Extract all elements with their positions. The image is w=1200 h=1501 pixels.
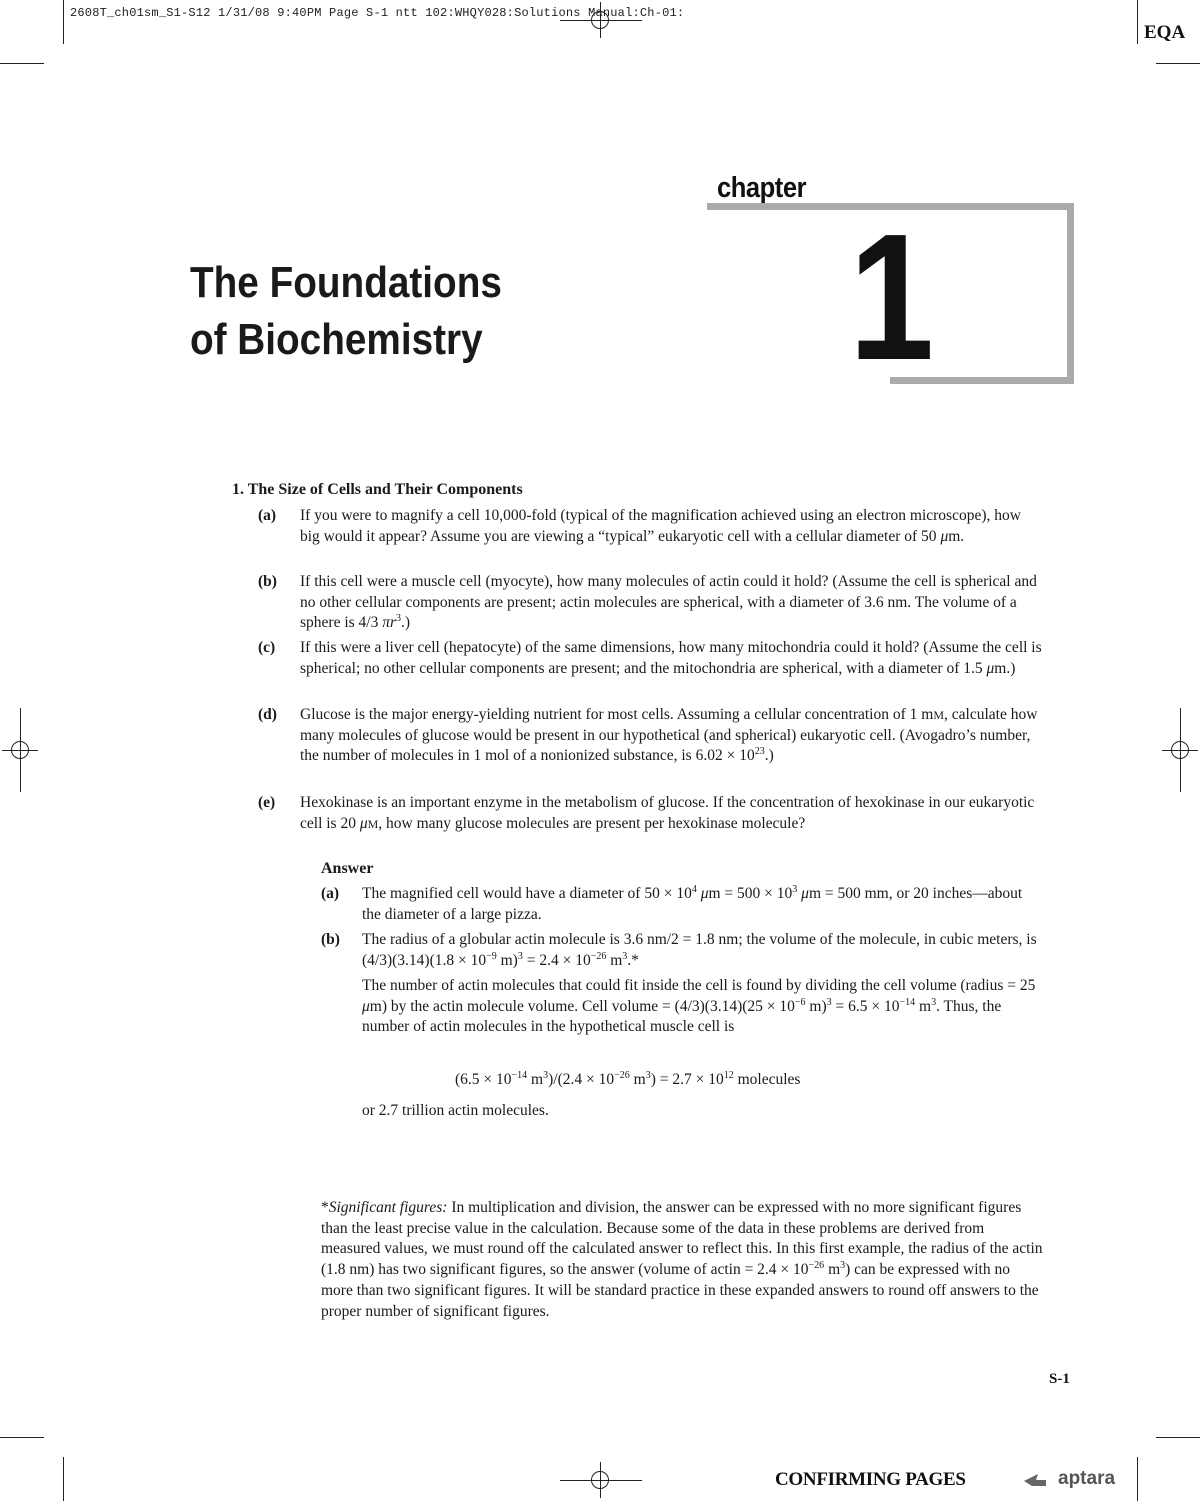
part-label: (d): [258, 706, 277, 723]
confirming-pages-label: CONFIRMING PAGES: [775, 1469, 966, 1490]
aptara-brand: aptara: [1058, 1468, 1116, 1489]
part-text: The magnified cell would have a diameter of $50 \times 10^4$ $\mu m = 500 \times 10^3$ μm = 500 mm, or 20 inches—about the diameter of a large pizza.: [362, 883, 1023, 923]
chapter-title: [190, 254, 502, 368]
crop-mark: [1156, 63, 1200, 64]
crop-mark: [1180, 708, 1181, 792]
job-slug: 2608T_ch01sm_S1-S12 1/31/08 9:40PM Page S-1 ntt 102:WHQY028:Solutions Manual:Ch-01:: [70, 6, 685, 20]
chapter-label: chapter: [717, 172, 807, 204]
crop-mark: [1156, 1437, 1200, 1438]
part-text: Hexokinase is an important enzyme in the metabolism of glucose. If the concentration of hexokinase in our eukaryotic cell is 20 μM, how many glucose molecules are present per hexokinase molecule?: [300, 794, 1035, 832]
chapter-title-line: of Biochemistry: [190, 315, 483, 364]
part-text: Glucose is the major energy-yielding nutrient for most cells. Assuming a cellular concentration of 1 mM, calculate how many molecules of glucose would be present in our hypothetical (and spherical) eukaryotic cell. (Avogadro’s number, the number of molecules in 1 mol of a nonionized substance, is $6.02 \times 10^{23}$.): [300, 706, 1038, 765]
answer-b-continued: The number of actin molecules that could fit inside the cell is found by dividing the cell volume (radius = 25 μm) by the actin molecule volume. Cell volume = $(4/3)(3.14)(25 \times 10^{-6}$ $m)^3 = 6.5 \times 10^{-14}$ $m^3$. Thus, the number of actin molecules in the hypothetical muscle cell is: [362, 977, 1036, 1036]
page-number: S-1: [1049, 1371, 1070, 1387]
aptara-logo-icon: [1024, 1472, 1054, 1488]
problem-heading: 1. The Size of Cells and Their Components: [232, 481, 523, 498]
part-label: (a): [258, 507, 277, 524]
crop-mark: [560, 1480, 642, 1481]
crop-mark: [63, 1457, 64, 1501]
part-label: (e): [258, 794, 276, 811]
crop-mark: [560, 20, 642, 21]
chapter-number: 1: [849, 197, 935, 398]
part-label: (b): [321, 931, 340, 948]
equation: ($6.5 \times 10^{-14}$ $m^3)/(2.4 \times 10^{-26}$ $m^3) = 2.7 \times 10^{12}$ molecules: [455, 1069, 801, 1088]
answer-conclusion: or 2.7 trillion actin molecules.: [362, 1102, 549, 1119]
crop-mark: [1137, 0, 1138, 44]
part-text: The radius of a globular actin molecule is 3.6 nm/2 = 1.8 nm; the volume of the molecule, in cubic meters, is $(4/3)(3.14)(1.8 \times 10^{-9}$ $m)^3 = 2.4 \times 10^{-26}$ $m^3.*$: [362, 931, 1037, 969]
part-label: (a): [321, 885, 340, 902]
part-label: (c): [258, 639, 276, 656]
part-text: If you were to magnify a cell 10,000-fold (typical of the magnification achieved using an electron microscope), how big would it appear? Assume you are viewing a “typical” eukaryotic cell with a cellular diameter of 50 μm.: [300, 507, 1021, 545]
crop-mark: [0, 63, 44, 64]
crop-mark: [63, 0, 64, 44]
crop-mark: [20, 708, 21, 792]
corner-code: EQA: [1144, 22, 1186, 43]
crop-mark: [0, 1437, 44, 1438]
part-text: If this were a liver cell (hepatocyte) of the same dimensions, how many mitochondria could it hold? (Assume the cell is spherical; no other cellular components are present; and the mitochondria are spherical, with a diameter of 1.5 μm.): [300, 639, 1042, 677]
crop-mark: [1137, 1457, 1138, 1501]
part-text: If this cell were a muscle cell (myocyte), how many molecules of actin could it hold? (Assume the cell is spherical and no other cellular components are present; actin molecules are spherical, with a diameter of 3.6 nm. The volume of a sphere is 4/3 $\pi r^3$.): [300, 573, 1037, 632]
answer-heading: Answer: [321, 860, 374, 877]
footnote-significant-figures: *Significant figures: In multiplication and division, the answer can be expressed with no more significant figures than the least precise value in the calculation. Because some of the data in these problems are derived from measured values, we must round off the calculated answer to reflect this. In this first example, the radius of the actin (1.8 nm) has two significant figures, so the answer (volume of actin = $2.4 \times 10^{-26}$ $m^3$) can be expressed with no more than two significant figures. It will be standard practice in these expanded answers to round off answers to the proper number of significant figures.: [321, 1199, 1043, 1320]
part-label: (b): [258, 573, 277, 590]
chapter-title-line: The Foundations: [190, 258, 502, 307]
